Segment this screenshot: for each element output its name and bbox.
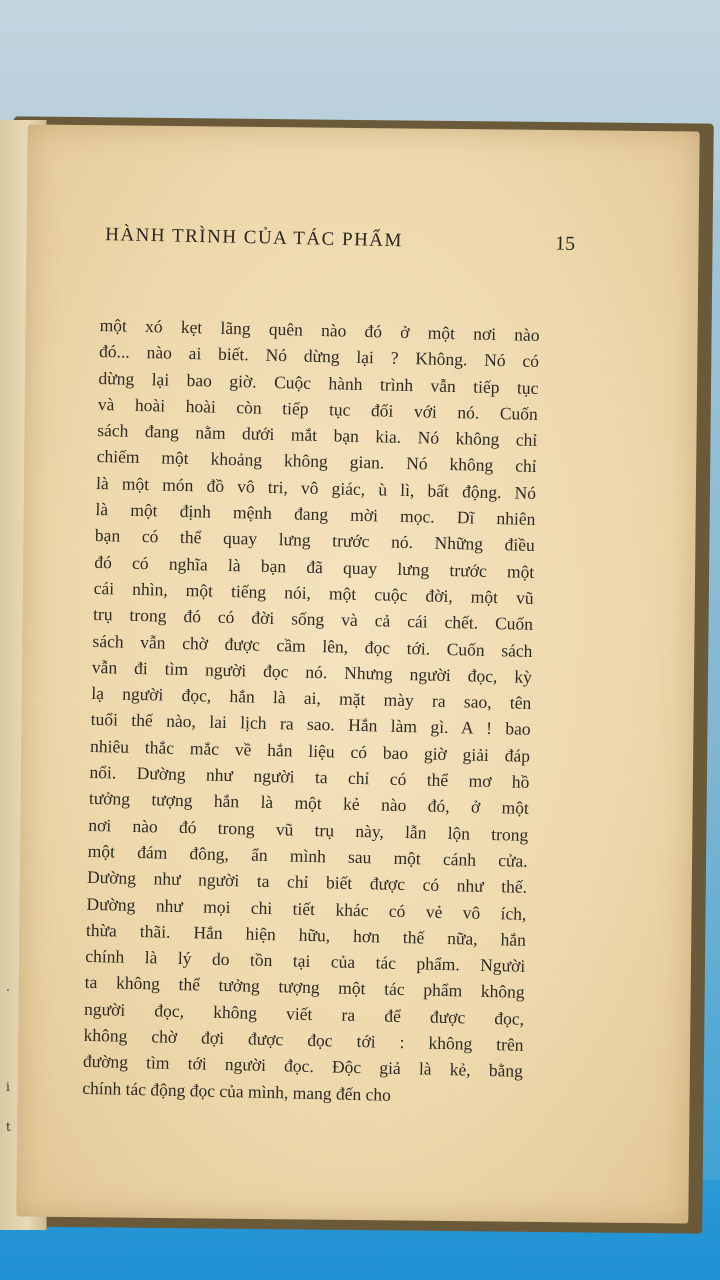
text-line: là một món đồ vô tri, vô giác, ù lì, bất động. Nó bbox=[95, 472, 537, 503]
text-line: không chờ đợi được đọc tới : không trên bbox=[83, 1024, 524, 1055]
text-line: nổi. Dường như người ta chỉ có thể mơ hồ bbox=[89, 761, 530, 792]
text-line: dừng lại bao giờ. Cuộc hành trình vẫn tiếp tục bbox=[98, 367, 539, 398]
text-line: Dường như mọi chi tiết khác có vẻ vô ích, bbox=[86, 893, 527, 924]
text-line: sách đang nằm dưới mắt bạn kia. Nó không chỉ bbox=[97, 420, 538, 451]
text-line: thừa thãi. Hắn hiện hữu, hơn thế nữa, hắn bbox=[85, 919, 527, 950]
text-line: đó có nghĩa là bạn đã quay lưng trước một bbox=[94, 551, 535, 582]
text-line: trụ trong đó có đời sống và cả cái chết. Cuốn bbox=[92, 604, 534, 635]
text-line: chiếm một khoảng không gian. Nó không chỉ bbox=[96, 446, 537, 477]
text-line: Dường như người ta chỉ biết được có như thế. bbox=[86, 867, 528, 898]
margin-mark: i bbox=[6, 1080, 10, 1094]
text-line: tuổi thế nào, lai lịch ra sao. Hắn làm gì. A ! bao bbox=[90, 709, 531, 740]
text-line: là một định mệnh đang mời mọc. Dĩ nhiên bbox=[95, 499, 536, 530]
text-line: đường tìm tới người đọc. Độc giả là kẻ, bằng bbox=[82, 1051, 524, 1082]
text-line: chính là lý do tồn tại của tác phẩm. Người bbox=[85, 945, 526, 976]
text-line: ta không thể tưởng tượng một tác phẩm không bbox=[84, 972, 525, 1003]
text-line: chính tác động đọc của mình, mang đến cho bbox=[82, 1077, 392, 1105]
text-line: bạn có thể quay lưng trước nó. Những điều bbox=[94, 525, 536, 556]
text-line: vẫn đi tìm người đọc nó. Nhưng người đọc, kỳ bbox=[91, 656, 533, 687]
text-line: đó... nào ai biết. Nó dừng lại ? Không. Nó có bbox=[98, 341, 540, 372]
text-line: một xó kẹt lãng quên nào đó ở một nơi nào bbox=[99, 314, 540, 345]
text-line: người đọc, không viết ra để được đọc, bbox=[83, 998, 525, 1029]
text-line: và hoài hoài còn tiếp tục đối với nó. Cuốn bbox=[97, 393, 539, 424]
text-line: cái nhìn, một tiếng nói, một cuộc đời, một vũ bbox=[93, 577, 534, 608]
text-line: một đám đông, ẩn mình sau một cánh cửa. bbox=[87, 840, 528, 871]
text-line: lạ người đọc, hắn là ai, mặt mày ra sao, tên bbox=[91, 683, 532, 714]
text-line: tưởng tượng hắn là một kẻ nào đó, ở một bbox=[88, 788, 530, 819]
margin-mark: . bbox=[6, 980, 10, 994]
body-text bbox=[82, 312, 540, 1111]
text-line: sách vẫn chờ được cầm lên, đọc tới. Cuốn sách bbox=[92, 630, 533, 661]
text-line: nơi nào đó trong vũ trụ này, lẫn lộn trong bbox=[88, 814, 529, 845]
page-number: 15 bbox=[554, 232, 576, 255]
margin-mark: t bbox=[6, 1120, 11, 1134]
running-head: HÀNH TRÌNH CỦA TÁC PHẨM bbox=[105, 224, 404, 252]
text-line: nhiêu thắc mắc về hắn liệu có bao giờ giải đáp bbox=[89, 735, 531, 766]
